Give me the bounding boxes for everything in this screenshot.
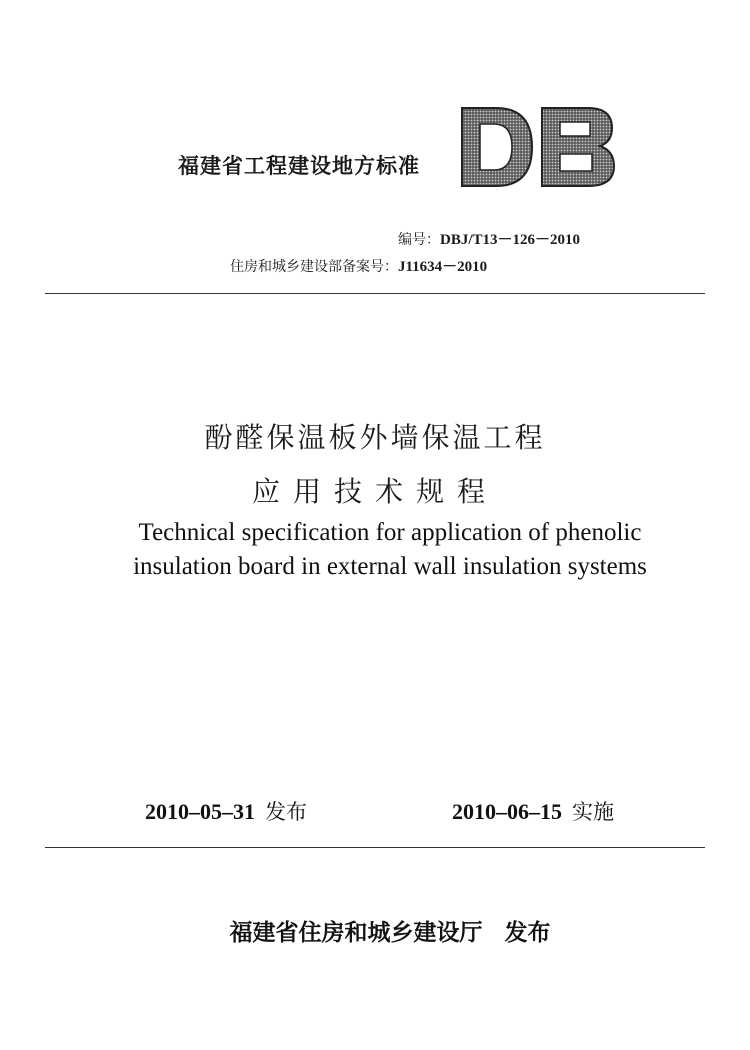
standard-number: [398, 228, 580, 249]
publish-date: [145, 796, 307, 826]
issuer-name: 福建省住房和城乡建设厅: [229, 920, 483, 946]
title-cn-line2: 应用技术规程: [251, 475, 498, 508]
record-number-label: 住房和城乡建设部备案号：: [230, 259, 398, 275]
title-cn-line1: 酚醛保温板外墙保温工程: [204, 421, 546, 454]
db-logo: [458, 104, 618, 190]
effective-date-value: 2010–06–15: [452, 799, 562, 824]
issuer-action: 发布: [504, 920, 551, 946]
record-number-value: J11634－2010: [398, 259, 488, 275]
publish-date-value: 2010–05–31: [145, 799, 255, 824]
standard-number-value: DBJ/T13－126－2010: [440, 232, 581, 248]
top-divider: [45, 293, 705, 294]
title-en-line1: Technical specification for application of phenolic: [138, 519, 642, 546]
publish-label: 发布: [265, 800, 307, 824]
bottom-divider: [45, 847, 705, 848]
title-en-line2: insulation board in external wall insulation systems: [133, 553, 647, 580]
issuing-authority: [0, 914, 750, 947]
standard-number-label: 编号：: [398, 232, 440, 248]
effective-label: 实施: [572, 800, 614, 824]
record-number: [230, 255, 487, 276]
standard-category-title: 福建省工程建设地方标准: [178, 154, 420, 178]
effective-date: [452, 796, 614, 826]
